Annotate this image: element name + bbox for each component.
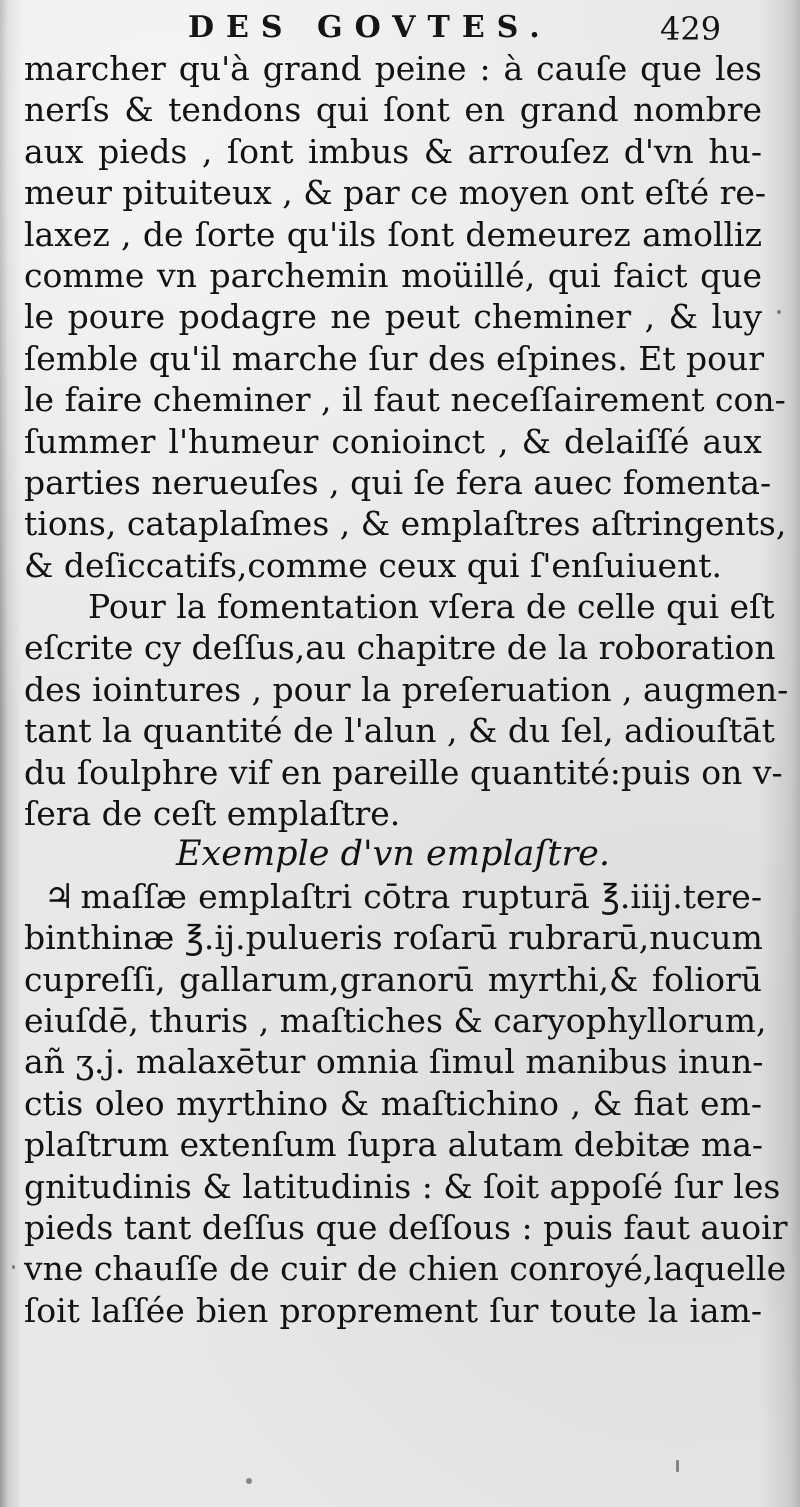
text-line: aux pieds , ſont imbus & arrouſez d'vn hu- (24, 131, 762, 171)
recipe-symbol-icon: ♃ (44, 876, 75, 917)
text-line: le poure podagre ne peut cheminer , & luy (24, 297, 762, 337)
running-head: DES GOVTES. (188, 10, 552, 45)
text-line: plaſtrum extenſum ſupra alutam debitæ ma- (24, 1125, 764, 1165)
page-header (0, 10, 800, 46)
text-line: eiuſdē, thuris , maſtiches & caryophyllorum, (24, 1000, 767, 1040)
text-line: parties nerueuſes , qui ſe fera auec fomenta- (24, 462, 772, 502)
paragraph-start-line: Pour la fomentation vſera de celle qui eſt (88, 587, 775, 627)
text-line: gnitudinis & latitudinis : & ſoit appoſé ſur les (24, 1166, 781, 1206)
text-line: añ ʒ.j. malaxētur omnia ſimul manibus inun- (24, 1042, 764, 1082)
page-number: 429 (660, 10, 722, 48)
text-line: ſera de ceſt emplaſtre. (24, 794, 401, 834)
ink-speck (777, 310, 781, 314)
ink-speck (676, 1460, 679, 1472)
text-line: tant la quantité de l'alun , & du ſel, adiouſtāt (24, 711, 775, 751)
text-line: nerſs & tendons qui ſont en grand nombre (24, 90, 762, 130)
text-line: binthinæ ℥.ij.pulueris roſarū rubrarū,nucum (24, 918, 763, 958)
text-line: des iointures , pour la preſeruation , augmen- (24, 669, 789, 709)
text-line: ſoit laſſée bien proprement ſur toute la iam- (24, 1290, 762, 1330)
recipe-text: maſſæ emplaſtri cōtra rupturā ℥.iiij.tere- (80, 876, 762, 916)
text-line: meur pituiteux , & par ce moyen ont eſté re- (24, 173, 767, 213)
ink-speck (12, 1265, 15, 1269)
text-line: eſcrite cy deſſus,au chapitre de la roboration (24, 628, 776, 668)
ink-speck (246, 1478, 252, 1484)
text-line: ſummer l'humeur conioinct , & delaiſſé aux (24, 421, 762, 461)
text-line: ctis oleo myrthino & maſtichino , & fiat em- (24, 1083, 762, 1123)
text-line: le faire cheminer , il faut neceſſairement con- (24, 380, 786, 420)
text-line: cupreſſi, gallarum,granorū myrthi,& foliorū (24, 959, 762, 999)
text-line: vne chauſſe de cuir de chien conroyé,laquelle (24, 1249, 787, 1289)
recipe-first-line (24, 876, 762, 917)
text-line: & deſiccatifs,comme ceux qui ſ'enſuiuent. (24, 545, 722, 585)
text-line: tions, cataplaſmes , & emplaſtres aſtringents, (24, 504, 787, 544)
text-line: du ſoulphre vif en pareille quantité:puis on v- (24, 752, 783, 792)
text-line: marcher qu'à grand peine : à cauſe que les (24, 49, 762, 88)
text-line: comme vn parchemin moüillé, qui faict que (24, 255, 762, 295)
text-line: pieds tant deſſus que deſſous : puis faut auoir (24, 1207, 788, 1247)
text-line: ſemble qu'il marche ſur des eſpines. Et pour (24, 338, 765, 378)
text-line: laxez , de ſorte qu'ils ſont demeurez amolliz (24, 214, 762, 254)
body-text (24, 48, 789, 1331)
section-heading: Exemple d'vn emplaſtre. (175, 834, 611, 875)
